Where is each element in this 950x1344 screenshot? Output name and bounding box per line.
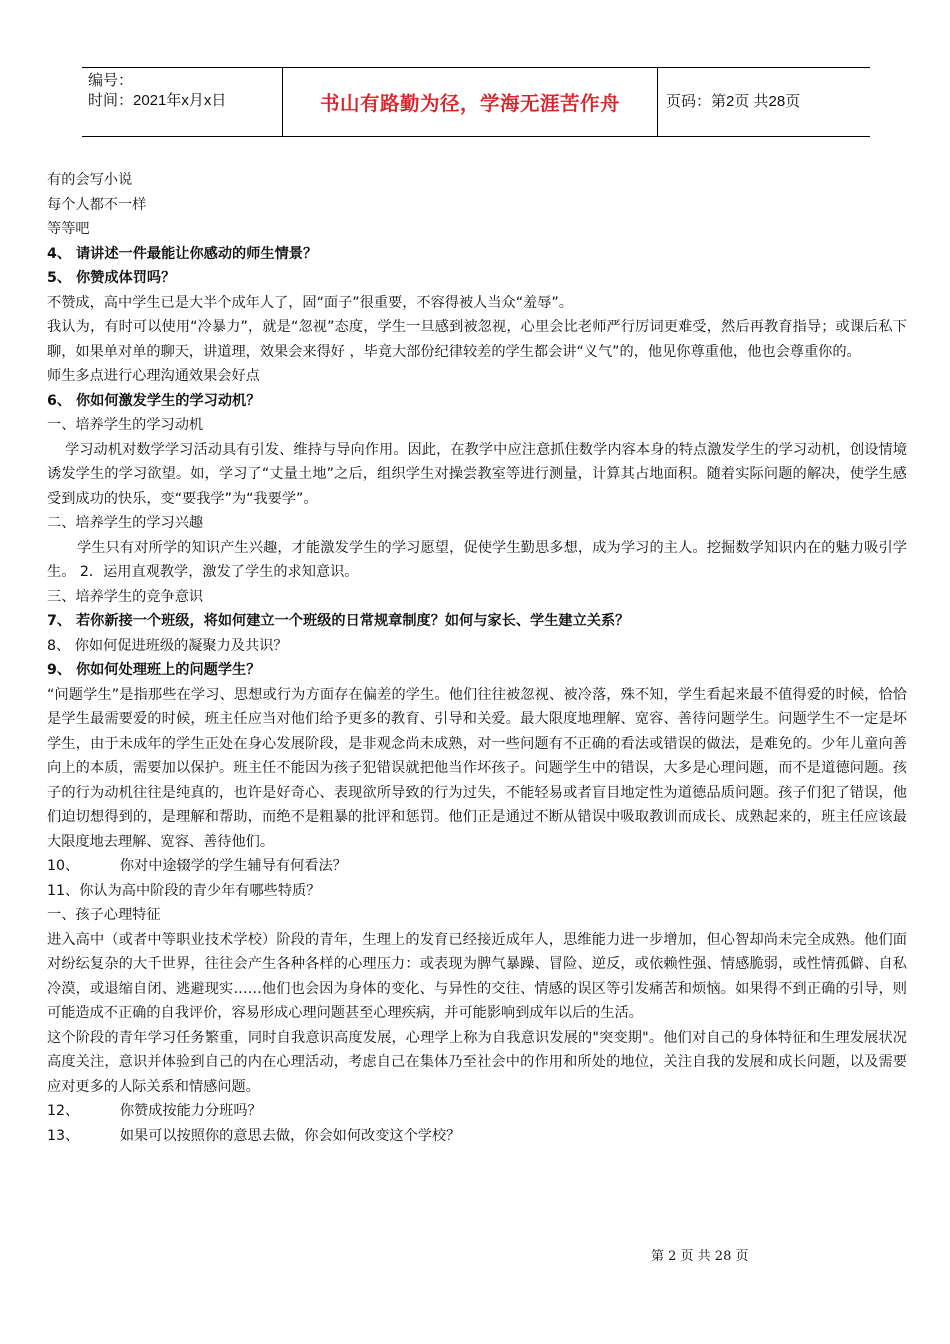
header-middle-cell xyxy=(282,67,658,136)
question-text: 如果可以按照你的意思去做，你会如何改变这个学校？ xyxy=(119,1127,461,1144)
paragraph: “问题学生”是指那些在学习、思想或行为方面存在偏差的学生。他们往往被忽视、被冷落，殊不知，学生看起来最不值得爱的时候，恰恰是学生最需要爱的时候，班主任应当对他们给予更多的教育、引导和关爱。最大限度地理解、宽容、善待问题学生。问题学生不一定是坏学生，由于未成年的学生正处在身心发展阶段，是非观念尚未成熟，对一些问题有不正确的看法或错误的做法，是难免的。少年儿童向善向上的本质，需要加以保护。班主任不能因为孩子犯错误就把他当作坏孩子。问题学生中的错误，大多是心理问题，而不是道德问题。孩子的行为动机往往是纯真的，也许是好奇心、表现欲所导致的行为过失，不能轻易或者盲目地定性为道德品质问题。孩子们犯了错误，他们迫切想得到的，是理解和帮助，而绝不是粗暴的批评和惩罚。他们正是通过不断从错误中吸取教训而成长、成熟起来的，班主任应该最大限度地去理解、宽容、善待他们。 xyxy=(47,686,907,850)
question-text: 你赞成按能力分班吗？ xyxy=(119,1103,262,1119)
section-heading: 二、培养学生的学习兴趣 xyxy=(47,515,204,531)
question-heading: 9、 你如何处理班上的问题学生？ xyxy=(47,662,261,678)
question-line: 8、 你如何促进班级的凝聚力及共识？ xyxy=(47,637,288,654)
question-number: 13、 xyxy=(47,1127,80,1144)
section-heading: 三、培养学生的竞争意识 xyxy=(47,588,204,605)
page-footer: 第 2 页 共 28 页 xyxy=(651,1249,749,1264)
paragraph: 进入高中（或者中等职业技术学校）阶段的青年，生理上的发育已经接近成年人，思维能力进一步增加，但心智却尚未完全成熟。他们面对纷纭复杂的大千世界，往往会产生各种各样的心理压力：或表现为脾气暴躁、冒险、逆反，或依赖性强、情感脆弱，或性情孤僻、自私冷漠，或退缩自闭、逃避现实……他们也会因为身体的变化、与异性的交往、情感的误区等引发痛苦和烦恼。如果得不到正确的引导，则可能造成不正确的自我评价，容易形成心理问题甚至心理疾病，并可能影响到成年以后的生活。 xyxy=(47,931,907,1021)
section-heading: 一、培养学生的学习动机 xyxy=(47,417,204,433)
section-heading: 一、孩子心理特征 xyxy=(47,907,161,923)
question-heading: 4、 请讲述一件最能让你感动的师生情景？ xyxy=(47,245,318,262)
header-number-label: 编号： xyxy=(88,72,134,89)
text-line: 有的会写小说 xyxy=(47,172,133,188)
paragraph: 学生只有对所学的知识产生兴趣，才能激发学生的学习愿望，促使学生勤思多想，成为学习的主人。挖掘数学知识内在的魅力吸引学生。 2．运用直观教学，激发了学生的求知意识。 xyxy=(47,539,907,580)
question-text: 你对中途辍学的学生辅导有何看法？ xyxy=(119,858,347,874)
question-line xyxy=(47,854,907,879)
question-heading: 7、 若你新接一个班级，将如何建立一个班级的日常规章制度？如何与家长、学生建立关系？ xyxy=(47,613,630,629)
header-motto: 书山有路勤为径，学海无涯苦作舟 xyxy=(319,91,620,115)
question-line xyxy=(47,1099,907,1124)
document-body xyxy=(47,168,907,1148)
text-line: 每个人都不一样 xyxy=(47,196,147,213)
header-table xyxy=(82,67,870,137)
paragraph: 师生多点进行心理沟通效果会好点 xyxy=(47,368,260,384)
question-number: 10、 xyxy=(47,858,80,874)
header-page-info: 页码：第2页 共28页 xyxy=(666,93,801,110)
paragraph: 这个阶段的青年学习任务繁重，同时自我意识高度发展，心理学上称为自我意识发展的"突变期"。他们对自己的身体特征和生理发展状况高度关注，意识并体验到自己的内在心理活动，考虑自己在集体乃至社会中的作用和所处的地位，关注自我的发展和成长问题，以及需要应对更多的人际关系和情感问题。 xyxy=(47,1029,907,1095)
question-number: 12、 xyxy=(47,1103,80,1119)
question-heading: 6、 你如何激发学生的学习动机？ xyxy=(47,392,261,409)
question-line xyxy=(47,1124,907,1149)
question-heading: 5、 你赞成体罚吗？ xyxy=(47,270,176,286)
question-line: 11、你认为高中阶段的青少年有哪些特质？ xyxy=(47,882,321,899)
header-left-cell xyxy=(88,71,284,111)
header-time-label: 时间：2021年x月x日 xyxy=(88,92,227,109)
paragraph: 不赞成，高中学生已是大半个成年人了，固“面子”很重要，不容得被人当众“羞辱”。 xyxy=(47,294,573,311)
paragraph: 学习动机对数学学习活动具有引发、维持与导向作用。因此，在教学中应注意抓住数学内容本身的特点激发学生的学习动机，创设情境诱发学生的学习欲望。如，学习了“丈量土地”之后，组织学生对操尝教室等进行测量，计算其占地面积。随着实际问题的解决，使学生感受到成功的快乐，变“要我学”为“我要学”。 xyxy=(47,441,907,507)
text-line: 等等吧 xyxy=(47,221,90,237)
paragraph: 我认为，有时可以使用“冷暴力”，就是“忽视”态度，学生一旦感到被忽视，心里会比老师严行厉词更难受，然后再教育指导；或课后私下聊，如果单对单的聊天，讲道理，效果会来得好 ，毕竟大部份纪律较差的学生都会讲“义气”的，他见你尊重他，他也会尊重你的。 xyxy=(47,319,907,360)
